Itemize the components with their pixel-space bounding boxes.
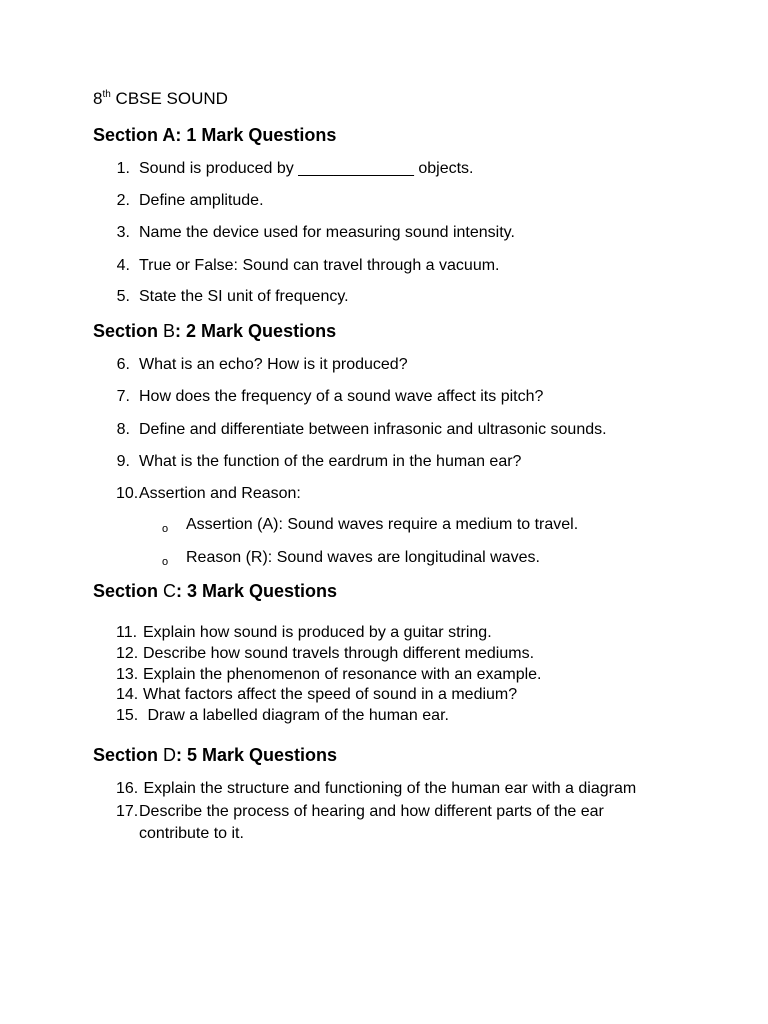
question-number: 17. bbox=[116, 803, 139, 820]
question-number: 2. bbox=[116, 192, 130, 209]
question-text: State the SI unit of frequency. bbox=[139, 288, 349, 305]
question-number: 12. bbox=[116, 645, 139, 662]
question-number: 9. bbox=[116, 453, 130, 470]
question-text: What is an echo? How is it produced? bbox=[139, 356, 408, 373]
question-text: Draw a labelled diagram of the human ear. bbox=[143, 707, 449, 724]
section-letter: C bbox=[163, 581, 177, 601]
section-prefix: Section bbox=[93, 745, 164, 765]
question-number: 10. bbox=[116, 485, 139, 502]
question-number: 13. bbox=[116, 666, 139, 683]
question-number: 3. bbox=[116, 224, 130, 241]
question-text: Describe how sound travels through different mediums. bbox=[143, 645, 535, 662]
question-number: 15. bbox=[116, 707, 139, 724]
section-suffix: : 1 Mark Questions bbox=[175, 125, 337, 145]
title-superscript: th bbox=[102, 89, 111, 100]
question-text: Explain how sound is produced by a guitar string. bbox=[143, 624, 492, 641]
question-text: Sound is produced by _____________ objects. bbox=[139, 160, 474, 177]
sub-item-text: Assertion (A): Sound waves require a medium to travel. bbox=[186, 516, 579, 533]
hollow-bullet-icon: o bbox=[162, 556, 169, 568]
document-title bbox=[93, 89, 228, 109]
question-text: Describe the process of hearing and how different parts of the ear bbox=[139, 803, 604, 820]
question-text: How does the frequency of a sound wave affect its pitch? bbox=[139, 388, 544, 405]
section-suffix: : 5 Mark Questions bbox=[176, 745, 338, 765]
question-number: 4. bbox=[116, 257, 130, 274]
question-number: 8. bbox=[116, 421, 130, 438]
title-grade: 8 bbox=[93, 89, 103, 108]
sub-item-text: Reason (R): Sound waves are longitudinal waves. bbox=[186, 549, 540, 566]
section-d-heading bbox=[93, 745, 337, 765]
section-letter: D bbox=[163, 745, 177, 765]
question-text: Explain the phenomenon of resonance with an example. bbox=[143, 666, 542, 683]
section-prefix: Section bbox=[93, 581, 164, 601]
question-text: Define and differentiate between infrasonic and ultrasonic sounds. bbox=[139, 421, 607, 438]
question-text: Assertion and Reason: bbox=[139, 485, 301, 502]
section-letter: B bbox=[163, 321, 176, 341]
question-number: 16. bbox=[116, 780, 139, 797]
question-text: Define amplitude. bbox=[139, 192, 264, 209]
section-prefix: Section bbox=[93, 125, 163, 145]
question-number: 5. bbox=[116, 288, 130, 305]
question-text-continued: contribute to it. bbox=[139, 825, 244, 842]
question-text: What is the function of the eardrum in the human ear? bbox=[139, 453, 522, 470]
section-letter: A bbox=[162, 125, 176, 145]
question-text: What factors affect the speed of sound in a medium? bbox=[143, 686, 518, 703]
section-a-heading bbox=[93, 125, 336, 145]
question-number: 6. bbox=[116, 356, 130, 373]
section-prefix: Section bbox=[93, 321, 164, 341]
question-text: Name the device used for measuring sound intensity. bbox=[139, 224, 515, 241]
section-b-heading bbox=[93, 321, 336, 341]
hollow-bullet-icon: o bbox=[162, 523, 169, 535]
question-text: Explain the structure and functioning of the human ear with a diagram bbox=[139, 780, 637, 797]
section-suffix: : 2 Mark Questions bbox=[175, 321, 337, 341]
question-number: 7. bbox=[116, 388, 130, 405]
title-subject: CBSE SOUND bbox=[110, 89, 228, 108]
question-text: True or False: Sound can travel through a vacuum. bbox=[139, 257, 500, 274]
question-number: 11. bbox=[116, 624, 138, 641]
section-suffix: : 3 Mark Questions bbox=[176, 581, 338, 601]
question-number: 1. bbox=[116, 160, 130, 177]
section-c-heading bbox=[93, 581, 337, 601]
question-number: 14. bbox=[116, 686, 139, 703]
